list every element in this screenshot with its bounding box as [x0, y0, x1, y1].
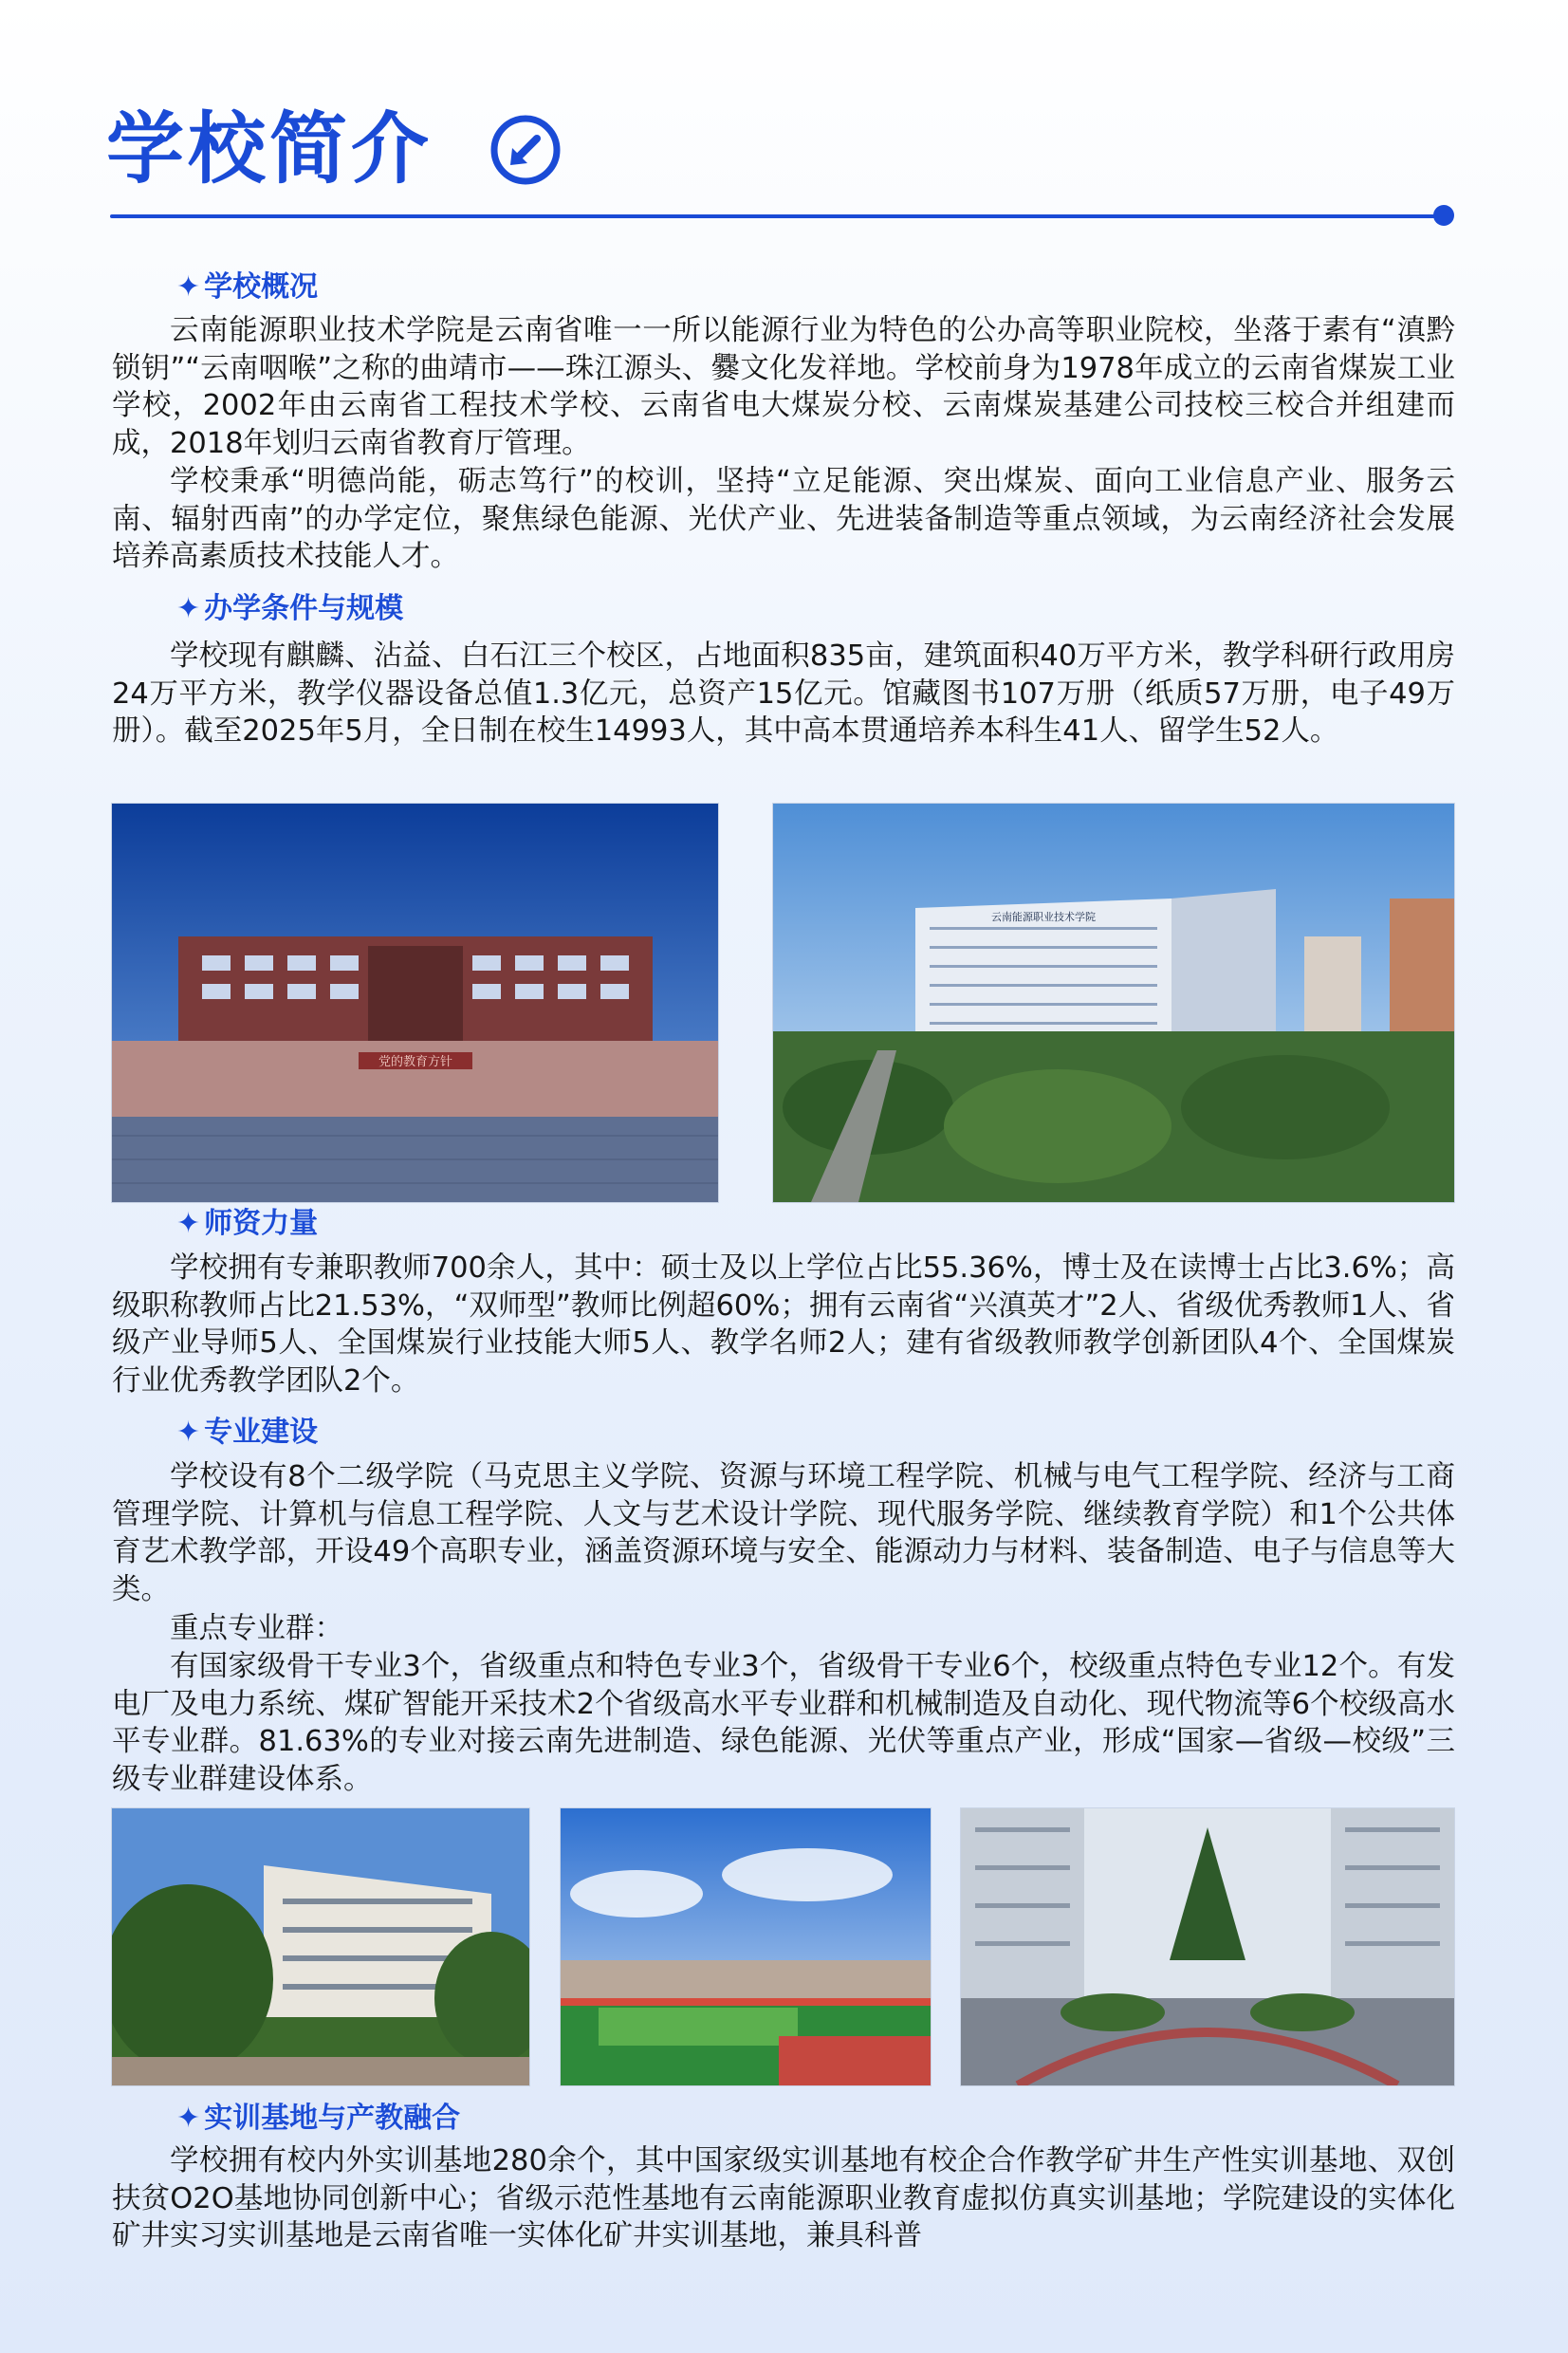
four-point-star-icon: ✦: [176, 1416, 201, 1449]
majors-paragraph-1: 学校设有8个二级学院（马克思主义学院、资源与环境工程学院、机械与电气工程学院、经济与工商管理学院、计算机与信息工程学院、人文与艺术设计学院、现代服务学院、继续教育学院）和1个公共体育艺术教学部，开设49个高职专业，涵盖资源环境与安全、能源动力与材料、装备制造、电子与信息等大类。: [112, 1460, 1455, 1606]
four-point-star-icon: ✦: [176, 1207, 201, 1240]
majors-subheading: 重点专业群：: [170, 1612, 343, 1645]
section-heading-conditions: ✦ 办学条件与规模: [176, 592, 404, 625]
section-heading-majors: ✦ 专业建设: [176, 1416, 319, 1449]
title-divider: [110, 214, 1446, 218]
majors-paragraph-2: 有国家级骨干专业3个，省级重点和特色专业3个，省级骨干专业6个，校级重点特色专业12个。有发电厂及电力系统、煤矿智能开采技术2个省级高水平专业群和机械制造及自动化、现代物流等6个校级高水平专业群。81.63%的专业对接云南先进制造、绿色能源、光伏等重点产业，形成“国家—省级—校级”三级专业群建设体系。: [112, 1650, 1455, 1796]
photo-courtyard: [960, 1807, 1455, 2086]
four-point-star-icon: ✦: [176, 592, 201, 625]
building-sign-text: 云南能源职业技术学院: [991, 911, 1096, 923]
faculty-paragraph: 学校拥有专兼职教师700余人，其中：硕士及以上学位占比55.36%，博士及在读博士占比3.6%；高级职称教师占比21.53%，“双师型”教师比例超60%；拥有云南省“兴滇英才”2人、省级优秀教师1人、省级产业导师5人、全国煤炭行业技能大师5人、教学名师2人；建有省级教师教学创新团队4个、全国煤炭行业优秀教学团队2个。: [112, 1251, 1455, 1398]
section-heading-faculty: ✦ 师资力量: [176, 1207, 319, 1240]
overview-paragraph-1: 云南能源职业技术学院是云南省唯一一所以能源行业为特色的公办高等职业院校，坐落于素有“滇黔锁钥”“云南咽喉”之称的曲靖市——珠江源头、爨文化发祥地。学校前身为1978年成立的云南省煤炭工业学校，2002年由云南省工程技术学校、云南省电大煤炭分校、云南煤炭基建公司技校三校合并组建而成，2018年划归云南省教育厅管理。: [112, 314, 1455, 460]
training-paragraph: 学校拥有校内外实训基地280余个，其中国家级实训基地有校企合作教学矿井生产性实训基地、双创扶贫O2O基地协同创新中心；省级示范性基地有云南能源职业教育虚拟仿真实训基地；学院建设的实体化矿井实习实训基地是云南省唯一实体化矿井实训基地，兼具科普: [112, 2144, 1455, 2253]
banner-text: 党的教育方针: [378, 1055, 453, 1069]
four-point-star-icon: ✦: [176, 270, 201, 304]
title-divider-dot: [1433, 205, 1454, 226]
arrow-down-left-circle-icon: [489, 114, 562, 186]
photo-main-building: [772, 803, 1455, 1203]
photo-sports-field: [560, 1807, 932, 2086]
conditions-paragraph: 学校现有麒麟、沾益、白石江三个校区，占地面积835亩，建筑面积40万平方米，教学科研行政用房24万平方米，教学仪器设备总值1.3亿元，总资产15亿元。馆藏图书107万册（纸质57万册，电子49万册）。截至2025年5月，全日制在校生14993人，其中高本贯通培养本科生41人、留学生52人。: [112, 639, 1455, 749]
photo-auditorium: [111, 803, 719, 1203]
overview-paragraph-2: 学校秉承“明德尚能，砺志笃行”的校训，坚持“立足能源、突出煤炭、面向工业信息产业、服务云南、辐射西南”的办学定位，聚焦绿色能源、光伏产业、先进装备制造等重点领域，为云南经济社会发展培养高素质技术技能人才。: [112, 465, 1455, 574]
photo-teaching-building: [111, 1807, 530, 2086]
section-heading-training: ✦ 实训基地与产教融合: [176, 2102, 461, 2135]
page-title: 学校简介: [106, 104, 434, 195]
four-point-star-icon: ✦: [176, 2102, 201, 2135]
section-heading-overview: ✦ 学校概况: [176, 270, 319, 304]
